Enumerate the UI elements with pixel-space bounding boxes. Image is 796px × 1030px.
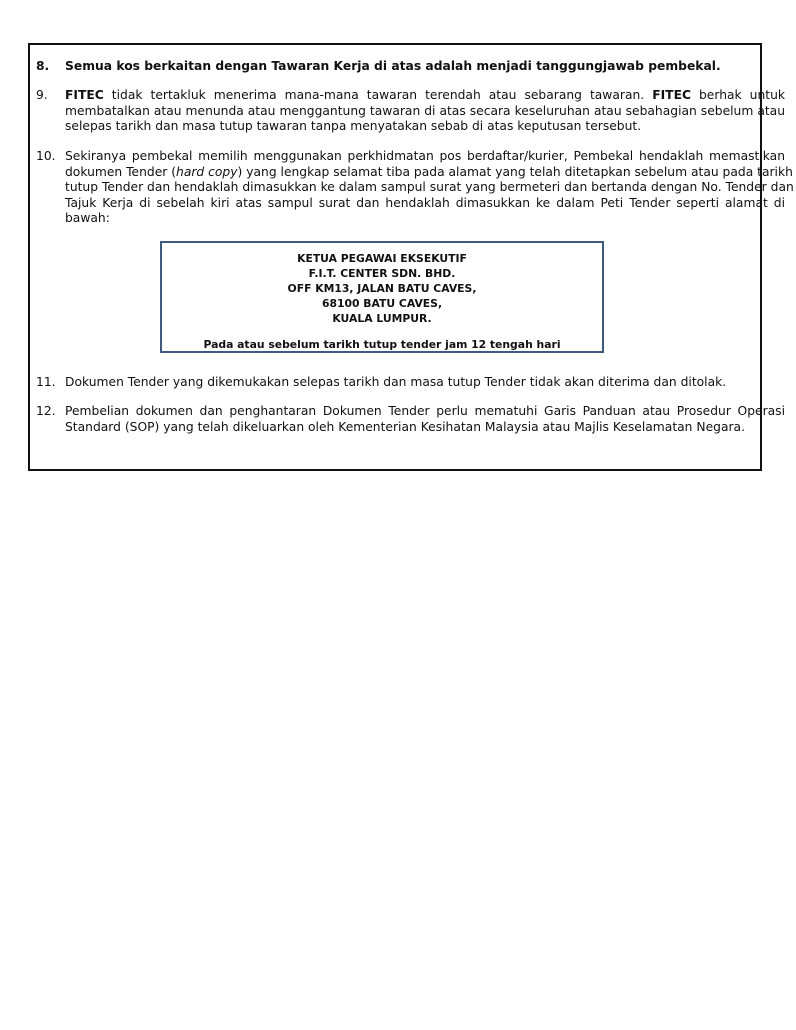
clause-text: Pembelian dokumen dan penghantaran Dokumen Tender perlu mematuhi Garis Panduan atau Prosedur Operasi Standard (SOP) yang telah dikeluarkan oleh Kementerian Kesihatan Malaysia atau Majlis Keselamatan Negara.	[65, 404, 785, 434]
clause-number: 8.	[36, 59, 50, 73]
brand-name: FITEC	[652, 88, 691, 102]
clause-text: Sekiranya pembekal memilih menggunakan perkhidmatan pos berdaftar/kurier, Pembekal hendaklah memastikan dokumen Tender (hard copy) yang lengkap selamat tiba pada alamat yang telah ditetapkan sebelum atau pada tarikh tutup Tender dan hendaklah dimasukkan ke dalam sampul surat yang bermeteri dan bertanda dengan No. Tender dan Tajuk Kerja di sebelah kiri atas sampul surat dan hendaklah dimasukkan ke dalam Peti Tender seperti alamat di bawah:	[65, 149, 794, 225]
clause-number: 10.	[36, 149, 56, 163]
brand-name: FITEC	[65, 88, 104, 102]
address-line: 68100 BATU CAVES,	[321, 297, 443, 310]
address-line: F.I.T. CENTER SDN. BHD.	[308, 267, 456, 280]
address-line: KETUA PEGAWAI EKSEKUTIF	[297, 252, 467, 265]
address-line: OFF KM13, JALAN BATU CAVES,	[287, 282, 477, 295]
clause-text: Semua kos berkaitan dengan Tawaran Kerja di atas adalah menjadi tanggungjawab pembekal.	[65, 59, 721, 73]
clause-number: 11.	[36, 375, 56, 389]
clause-text: Dokumen Tender yang dikemukakan selepas tarikh dan masa tutup Tender tidak akan diterima dan ditolak.	[65, 375, 727, 389]
clause-text: FITEC tidak tertakluk menerima mana-mana tawaran terendah atau sebarang tawaran. FITEC berhak untuk membatalkan atau menunda atau menggantung tawaran di atas secara keseluruhan atau sebahagian sebelum atau selepas tarikh dan masa tutup tawaran tanpa menyatakan sebab di atas keputusan tersebut.	[65, 88, 785, 133]
tender-address-box	[160, 241, 604, 353]
clause-number: 9.	[36, 88, 48, 102]
address-note: Pada atau sebelum tarikh tutup tender jam 12 tengah hari	[203, 338, 561, 351]
address-line: KUALA LUMPUR.	[332, 312, 432, 325]
clause-number: 12.	[36, 404, 56, 418]
